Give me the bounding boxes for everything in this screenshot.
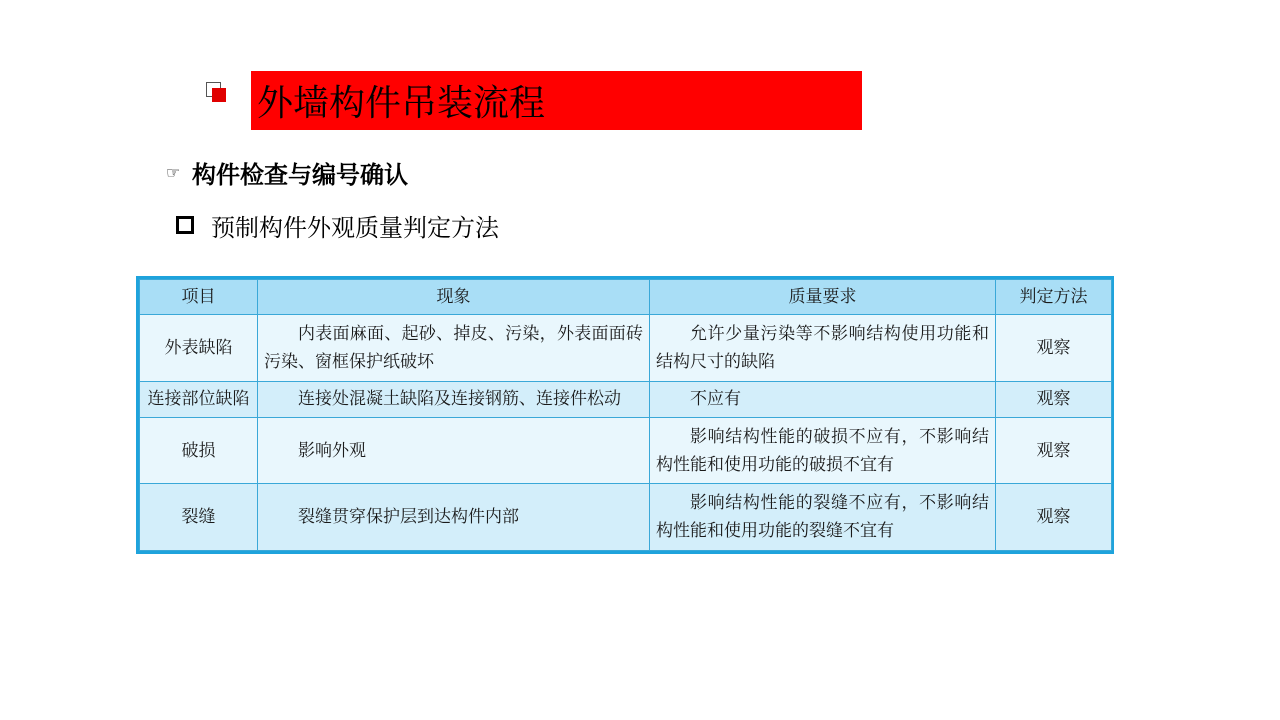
quality-table bbox=[139, 279, 1112, 551]
slide-title: 外墙构件吊装流程 bbox=[257, 83, 546, 124]
cell-item: 破损 bbox=[140, 417, 258, 484]
cell-requirement bbox=[650, 381, 996, 417]
cell-phenomenon bbox=[258, 315, 650, 382]
cell-phenomenon bbox=[258, 484, 650, 551]
cell-item: 外表缺陷 bbox=[140, 315, 258, 382]
cell-requirement-text: 允许少量污染等不影响结构使用功能和结构尺寸的缺陷 bbox=[656, 323, 989, 372]
cell-requirement bbox=[650, 484, 996, 551]
section-text: 预制构件外观质量判定方法 bbox=[211, 213, 499, 242]
table-row bbox=[140, 381, 1112, 417]
header-requirement: 质量要求 bbox=[650, 280, 996, 315]
section-line bbox=[176, 208, 499, 242]
table-row bbox=[140, 315, 1112, 382]
cell-requirement bbox=[650, 417, 996, 484]
header-phenomenon: 现象 bbox=[258, 280, 650, 315]
cell-requirement-text: 影响结构性能的裂缝不应有，不影响结构性能和使用功能的裂缝不宜有 bbox=[656, 493, 989, 542]
cell-item: 连接部位缺陷 bbox=[140, 381, 258, 417]
cell-phenomenon-text: 连接处混凝土缺陷及连接钢筋、连接件松动 bbox=[298, 389, 621, 410]
cell-requirement bbox=[650, 315, 996, 382]
cell-item: 裂缝 bbox=[140, 484, 258, 551]
subtitle-text: 构件检查与编号确认 bbox=[192, 160, 408, 189]
cell-phenomenon bbox=[258, 417, 650, 484]
table-row bbox=[140, 484, 1112, 551]
hollow-square-icon bbox=[176, 216, 194, 234]
pointing-hand-icon: ☞ bbox=[165, 162, 181, 182]
header-method: 判定方法 bbox=[996, 280, 1112, 315]
cell-method: 观察 bbox=[996, 381, 1112, 417]
table-row bbox=[140, 417, 1112, 484]
header-item: 项目 bbox=[140, 280, 258, 315]
table-header-row bbox=[140, 280, 1112, 315]
cell-requirement-text: 影响结构性能的破损不应有，不影响结构性能和使用功能的破损不宜有 bbox=[656, 426, 989, 475]
title-bullet-icon bbox=[206, 82, 228, 104]
cell-phenomenon-text: 影响外观 bbox=[298, 440, 366, 461]
cell-phenomenon bbox=[258, 381, 650, 417]
cell-requirement-text: 不应有 bbox=[690, 389, 741, 410]
cell-method: 观察 bbox=[996, 315, 1112, 382]
cell-method: 观察 bbox=[996, 484, 1112, 551]
cell-method: 观察 bbox=[996, 417, 1112, 484]
cell-phenomenon-text: 内表面麻面、起砂、掉皮、污染，外表面面砖污染、窗框保护纸破坏 bbox=[264, 323, 643, 372]
cell-phenomenon-text: 裂缝贯穿保护层到达构件内部 bbox=[298, 507, 519, 528]
quality-table-frame bbox=[136, 276, 1114, 554]
title-bar bbox=[251, 71, 862, 130]
subtitle-line bbox=[162, 155, 408, 189]
